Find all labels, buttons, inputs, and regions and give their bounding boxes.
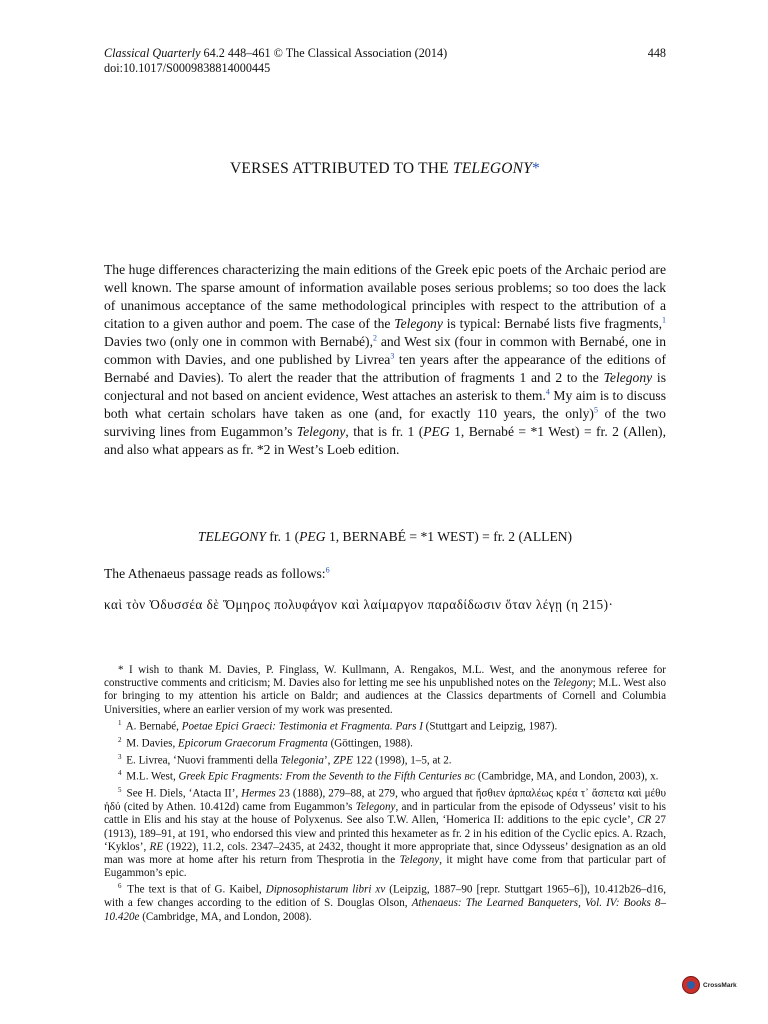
footnote-2: $^2$ M. Davies, Epicorum Graecorum Fragmenta (Göttingen, 1988).	[118, 735, 413, 750]
footnotes	[104, 664, 666, 924]
footnote-link-1[interactable]: 1	[662, 315, 666, 325]
footnote-1: $^1$ A. Bernabé, Poetae Epici Graeci: Testimonia et Fragmenta. Pars I (Stuttgart and Leipzig, 1987).	[118, 718, 558, 733]
footnote-6: $^6$ The text is that of G. Kaibel, Dipnosophistarum libri xv (Leipzig, 1887–90 [repr. Stuttgart 1965–6]), 10.412b26–d16, with a few changes according to the edition of S. Douglas Olson, Athenaeus: The Learned Banqueters, Vol. IV: Books 8–10.420e (Cambridge, MA, and London, 2008).	[104, 882, 666, 923]
journal-citation	[104, 46, 666, 61]
footnote-link-3[interactable]: 3	[390, 351, 395, 361]
body-paragraph: The huge differences characterizing the main editions of the Greek epic poets of the Archaic period are well known. The sparse amount of information available poses serious problems; so too does the lack of unanimous acceptance of the same methodological principles with respect to the attribution of a citation to a given author and poem. The case of the Telegony is typical: Bernabé lists five fragments,$^1$ Davies two (only one in common with Bernabé),$^2$ and West six (four in common with Bernabé, one in common with Davies, and one published by Livrea$^3$ ten years after the appearance of the editions of Bernabé and Davies). To alert the reader that the attribution of fragments 1 and 2 to the Telegony is conjectural and not based on ancient evidence, West attaches an asterisk to them.$^4$ My aim is to discuss both what certain scholars have taken as one (and, for exactly 110 years, the only)$^5$ of the two surviving lines from Eugammon’s Telegony, that is fr. 1 (PEG 1, Bernabé = *1 West) = fr. 2 (Allen), and also what appears as fr. *2 in West’s Loeb edition.	[104, 262, 667, 457]
title-text: VERSES ATTRIBUTED TO THE	[230, 160, 453, 177]
crossmark-logo[interactable]	[682, 974, 740, 996]
footnote-5: $^5$ See H. Diels, ‘Atacta II’, Hermes 23 (1888), 279–88, at 279, who argued that ἤσθιεν ἁρπαλέως κρέα τ᾽ ἄσπετα καὶ μέθυ ἡδύ (cited by Athen. 10.412d) came from Eugammon’s Telegony, and in particular from the episode of Odysseus’ visit to his cattle in Elis and his stay at the house of Polyxenus. See also T.W. Allen, ‘Homerica II: additions to the epic cycle’, CR 27 (1913), 189–91, at 191, who endorsed this view and printed this hexameter as fr. 2 in his edition of the Cyclic epics. A. Rzach, ‘Kyklos’, RE (1922), 11.2, cols. 2347–2435, at 2432, thought it more appropriate that, since Odysseus’ designation as an old man was more at home after his return from Thesprotia in the Telegony, it might have come from that particular part of Eugammon’s epic.	[104, 786, 666, 880]
running-header	[104, 46, 666, 76]
page-number: 448	[647, 46, 666, 60]
title-footnote-link[interactable]: *	[532, 160, 540, 177]
journal-name: Classical Quarterly	[104, 46, 201, 60]
section-heading: TELEGONY fr. 1 (PEG 1, BERNABÉ = *1 WEST) = fr. 2 (ALLEN)	[197, 529, 573, 544]
doi[interactable]: doi:10.1017/S0009838814000445	[104, 61, 271, 75]
intro-line: The Athenaeus passage reads as follows:$^6$	[104, 565, 330, 581]
journal-volume: 64.2 448–461 © The Classical Association (2014)	[200, 46, 448, 60]
crossmark-icon	[682, 976, 700, 994]
footnote-link-2[interactable]: 2	[372, 333, 377, 343]
crossmark-label: CrossMark	[703, 981, 737, 989]
footnote-3: $^3$ E. Livrea, ‘Nuovi frammenti della Telegonia’, ZPE 122 (1998), 1–5, at 2.	[118, 752, 452, 767]
footnote-4: $^4$ M.L. West, Greek Epic Fragments: From the Seventh to the Fifth Centuries BC (Cambridge, MA, and London, 2003), x.	[118, 769, 659, 784]
footnote-star: * I wish to thank M. Davies, P. Finglass, W. Kullmann, A. Rengakos, M.L. West, and the anonymous referee for constructive comments and criticism; M. Davies also for letting me see his unpublished notes on the Telegony; M.L. West also for bringing to my attention his article on Baldr; and audiences at the Classics departments of Cornell and Columbia Universities, where an earlier version of my work was presented.	[104, 664, 666, 716]
greek-quotation: καὶ τὸν Ὀδυσσέα δὲ Ὅμηρος πολυφάγον καὶ λαίμαργον παραδίδωσιν ὅταν λέγῃ (η 215)·	[104, 597, 614, 612]
footnote-link-4[interactable]: 4	[545, 387, 550, 397]
footnote-link-5[interactable]: 5	[593, 405, 598, 415]
footnote-link-6[interactable]: 6	[325, 565, 330, 575]
article-title	[104, 160, 666, 178]
title-italic: TELEGONY	[452, 160, 533, 177]
